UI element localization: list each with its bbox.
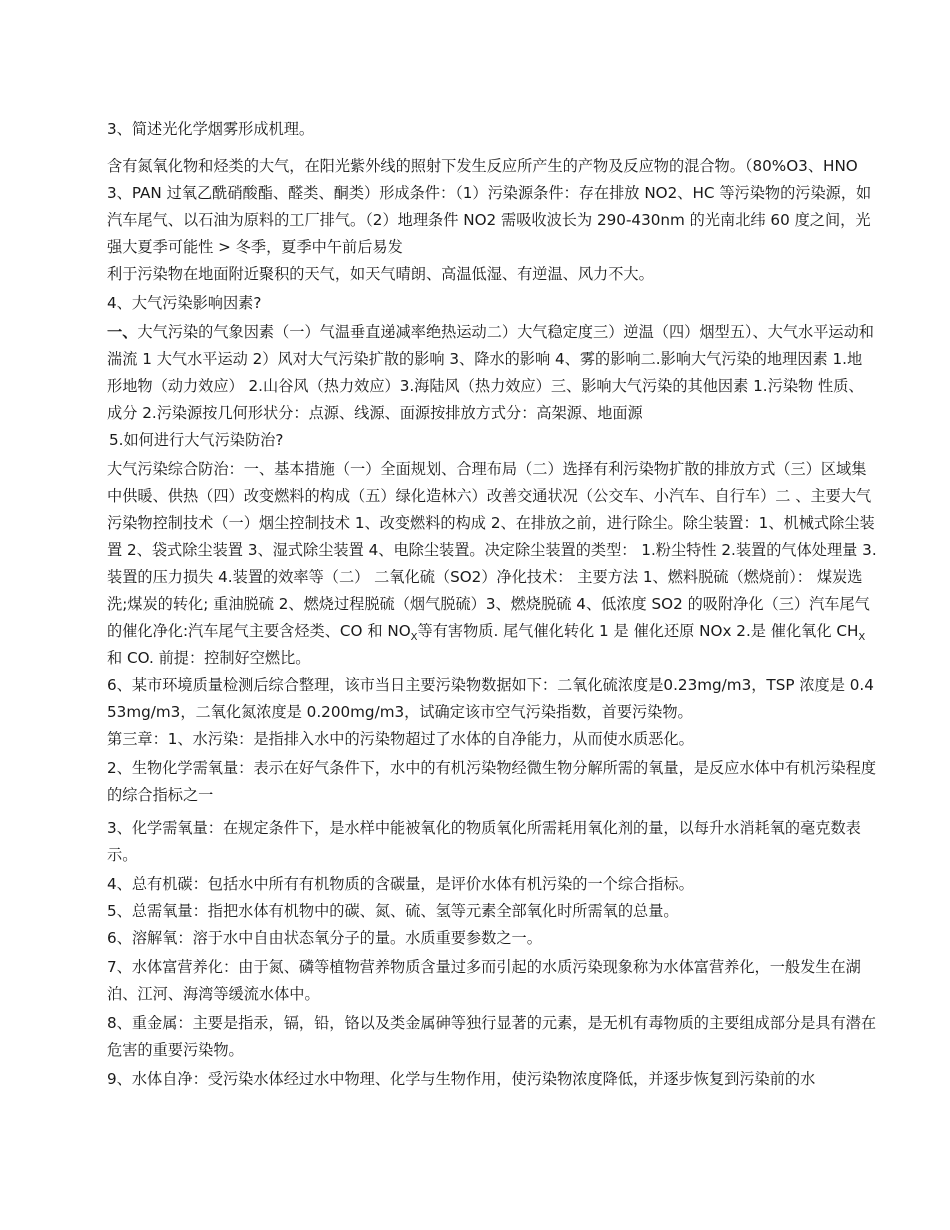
section-marker: 一、: [107, 323, 138, 341]
question-5-heading: 5.如何进行大气污染防治?: [109, 431, 284, 449]
paragraph-photochemical-smog: 含有氮氧化物和烃类的大气，在阳光紫外线的照射下发生反应所产生的产物及反应物的混合物。（80%O3、HNO3、PAN 过氧乙酰硝酸酯、醛类、酮类）形成条件：（1）污染源条件：存在排放 NO2、HC 等污染物的污染源，如汽车尾气、以石油为原料的工厂排气。（2）地理条件 NO2 需吸收波长为 290-430nm 的光南北纬 60 度之间，光强大夏季可能性 > 冬季，夏季中午前后易发: [107, 157, 872, 256]
definition-eutrophication: 7、水体富营养化：由于氮、磷等植物营养物质含量过多而引起的水质污染现象称为水体富营养化，一般发生在湖泊、江河、海湾等缓流水体中。: [107, 958, 861, 1003]
definition-tod: 5、总需氧量：指把水体有机物中的碳、氮、硫、氢等元素全部氧化时所需氧的总量。: [107, 902, 679, 920]
question-4-heading: 4、大气污染影响因素?: [107, 294, 262, 312]
chapter-3-water-pollution: 第三章：1、水污染：是指排入水中的污染物超过了水体的自净能力，从而使水质恶化。: [107, 730, 694, 748]
definition-self-purification: 9、水体自净：受污染水体经过水中物理、化学与生物作用，使污染物浓度降低，并逐步恢复到污染前的水: [107, 1070, 816, 1088]
paragraph-pollution-factors: [107, 319, 877, 427]
subscript-x: X: [858, 632, 866, 644]
definition-bod: 2、生物化学需氧量：表示在好气条件下，水中的有机污染物经微生物分解所需的氧量，是反应水体中有机污染程度的综合指标之一: [107, 759, 877, 804]
question-6-paragraph: 6、某市环境质量检测后综合整理，该市当日主要污染物数据如下：二氧化硫浓度是0.23mg/m3，TSP 浓度是 0.453mg/m3，二氧化氮浓度是 0.200mg/m3，试确定该市空气污染指数，首要污染物。: [107, 676, 874, 721]
definition-do: 6、溶解氧：溶于水中自由状态氧分子的量。水质重要参数之一。: [107, 929, 542, 947]
paragraph-pollution-control: [107, 456, 877, 672]
subscript-x: X: [410, 632, 418, 644]
definition-cod: 3、化学需氧量：在规定条件下，是水样中能被氧化的物质氧化所需耗用氧化剂的量，以每升水消耗氧的毫克数表示。: [107, 819, 861, 864]
pollution-control-text-3: 和 CO. 前提：控制好空燃比。: [107, 649, 311, 667]
question-3-heading: 3、简述光化学烟雾形成机理。: [107, 120, 315, 138]
document-page: [107, 116, 877, 1093]
paragraph-weather-condition: 利于污染物在地面附近聚积的天气，如天气晴朗、高温低湿、有逆温、风力不大。: [107, 265, 654, 283]
definition-toc: 4、总有机碳：包括水中所有有机物质的含碳量，是评价水体有机污染的一个综合指标。: [107, 875, 694, 893]
definition-heavy-metal: 8、重金属：主要是指汞，镉，铅，铬以及类金属砷等独行显著的元素，是无机有毒物质的主要组成部分是具有潜在危害的重要污染物。: [107, 1014, 877, 1059]
pollution-control-text-2: 等有害物质. 尾气催化转化 1 是 催化还原 NOx 2.是 催化氧化 CH: [417, 622, 859, 640]
pollution-control-text: 大气污染综合防治：一、基本措施（一）全面规划、合理布局（二）选择有利污染物扩散的排放方式（三）区域集中供暖、供热（四）改变燃料的构成（五）绿化造林六）改善交通状况（公交车、小汽车、自行车）二 、主要大气污染物控制技术（一）烟尘控制技术 1、改变燃料的构成 2、在排放之前，进行除尘。除尘装置：1、机械式除尘装置 2、袋式除尘装置 3、湿式除尘装置 4、电除尘装置。决定除尘装置的类型： 1.粉尘特性 2.装置的气体处理量 3.装置的压力损失 4.装置的效率等（二） 二氧化硫（SO2）净化技术： 主要方法 1、燃料脱硫（燃烧前）： 煤炭选洗;煤炭的转化; 重油脱硫 2、燃烧过程脱硫（烟气脱硫）3、燃烧脱硫 4、低浓度 SO2 的吸附净化（三）汽车尾气的催化净化:汽车尾气主要含烃类、CO 和 NO: [107, 460, 877, 640]
pollution-factors-text: 大气污染的气象因素（一）气温垂直递减率绝热运动二）大气稳定度三）逆温（四）烟型五）、大气水平运动和湍流 1 大气水平运动 2）风对大气污染扩散的影响 3、降水的影响 4、雾的影响二.影响大气污染的地理因素 1.地形地物（动力效应） 2.山谷风（热力效应）3.海陆风（热力效应）三、影响大气污染的其他因素 1.污染物 性质、成分 2.污染源按几何形状分：点源、线源、面源按排放方式分：高架源、地面源: [107, 323, 874, 422]
